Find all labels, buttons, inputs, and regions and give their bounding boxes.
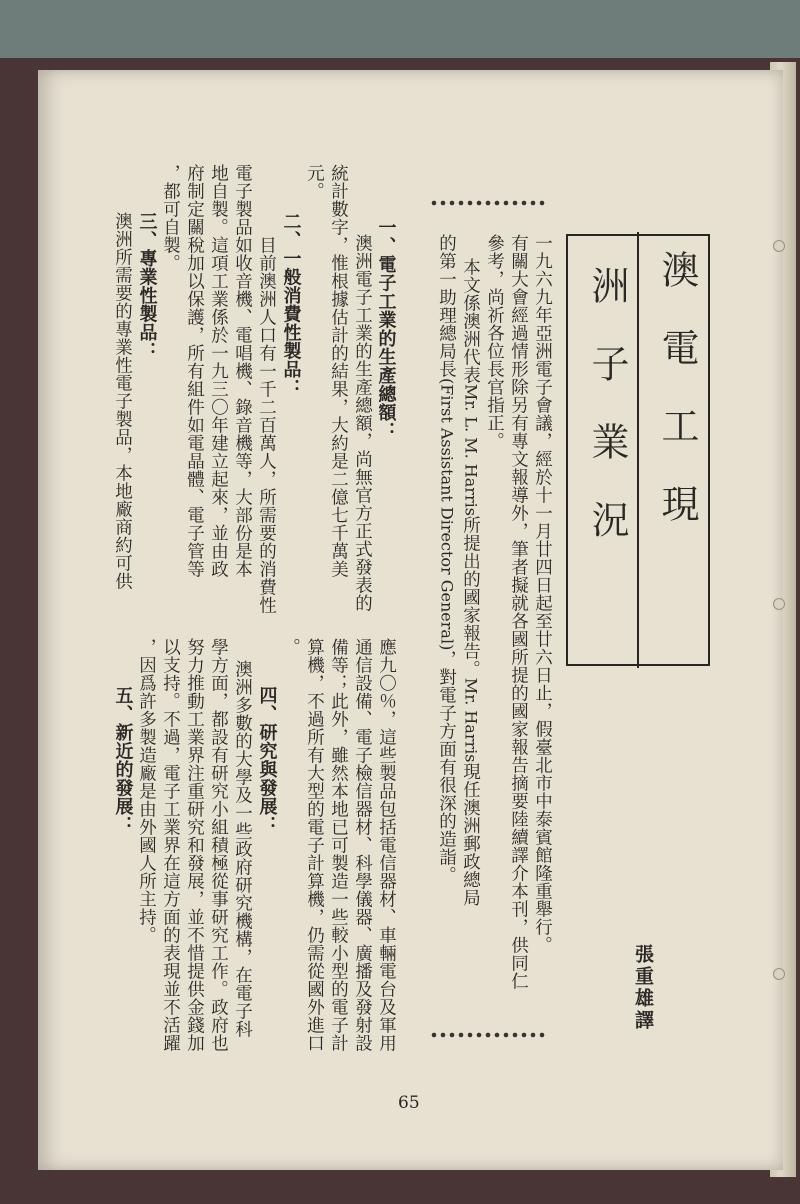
translator-credit: 張重雄譯 [632,944,654,1032]
page-number: 65 [398,1093,420,1113]
section-4-line-2: 學方面，都設有研究小組積極從事研究工作。政府也 [208,638,229,1052]
section-5-heading: 五、新近的發展： [112,686,134,834]
section-1-heading: 一、電子工業的生產總額： [375,218,397,440]
section-4-heading: 四、研究與發展： [256,686,278,834]
section-3-line-6: 。 [280,638,301,656]
section-2-heading: 二、一般消費性製品： [280,212,302,397]
section-3-line-1: 澳洲所需要的專業性電子製品，本地廠商約可供 [112,212,133,590]
section-3-line-5: 算機，不過所有大型的電子計算機，仍需從國外進口 [304,638,325,1052]
intro-line-5-title: (First Assistant Director General) [437,378,457,651]
section-4-line-3: 努力推動工業界注重研究和發展，並不惜提供金錢加 [184,638,205,1052]
intro-line-4-e: 現任澳洲郵政總局 [460,762,481,907]
section-3-heading: 三、專業性製品： [136,212,158,360]
title-left-column: 洲子業況 [585,266,629,578]
section-2-line-1: 目前澳洲人口有一千二百萬人，所需要的消費性 [256,236,277,614]
binding-thread [773,240,785,252]
section-1-line-3: 元。 [304,164,325,200]
title-right-column: 澳電工現 [655,250,699,562]
section-3-line-2: 應九〇％，這些製品包括電信器材、車輛電台及軍用 [376,638,397,1052]
section-3-line-4: 備等；此外，雖然本地已可製造一些較小型的電子計 [328,638,349,1052]
section-4-line-1: 澳洲多數的大學及一些政府研究機構，在電子科 [232,660,253,1038]
section-1-line-1: 澳洲電子工業的生產總額，尚無官方正式發表的 [352,234,373,612]
title-box [566,234,710,666]
intro-line-3: 參考，尚祈各位長官指正。 [484,234,505,450]
section-2-line-2: 電子製品如收音機、電唱機、錄音機等，大部份是本 [232,164,253,578]
section-2-line-4: 府制定關稅加以保護，所有組件如電晶體、電子管等 [184,164,205,578]
section-1-line-2: 統計數字，惟根據估計的結果，大約是二億七千萬美 [328,164,349,578]
intro-line-2: 有關大會經過情形除另有專文報導外，筆者擬就各國所提的國家報告摘要陸續譯介本刊，供同仁 [508,234,529,990]
intro-line-1: 一九六九年亞洲電子會議，經於十一月廿四日起至廿六日止，假臺北市中泰賓館隆重舉行。 [532,234,553,954]
intro-line-5-c: ，對電子方面有很深的造詣。 [436,650,457,885]
section-4-line-4: 以支持。不過，電子工業界在這方面的表現並不活躍 [160,638,181,1052]
intro-line-5 [434,234,459,884]
binding-thread [773,968,785,980]
section-3-line-3: 通信設備、電子檢信器材、科學儀器、廣播及發射設 [352,638,373,1052]
section-4-line-5: ，因爲許多製造廠是由外國人所主持。 [136,638,157,944]
intro-line-4-name: Mr. L. M. Harris [461,384,481,516]
intro-line-4-c: 所提出的國家報告。 [460,515,481,678]
intro-line-4-name2: Mr. Harris [461,677,481,763]
intro-line-5-a: 的第一助理總局長 [436,234,457,378]
intro-line-4 [458,258,483,906]
intro-bottom-ornament [430,1030,545,1040]
section-2-line-3: 地自製。這項工業係於一九三〇年建立起來，並由政 [208,164,229,578]
title-divider [637,232,639,668]
binding-thread [773,598,785,610]
intro-top-ornament [430,198,545,208]
section-2-line-5: ，都可自製。 [160,164,181,272]
intro-line-4-a: 本文係澳洲代表 [460,258,481,384]
